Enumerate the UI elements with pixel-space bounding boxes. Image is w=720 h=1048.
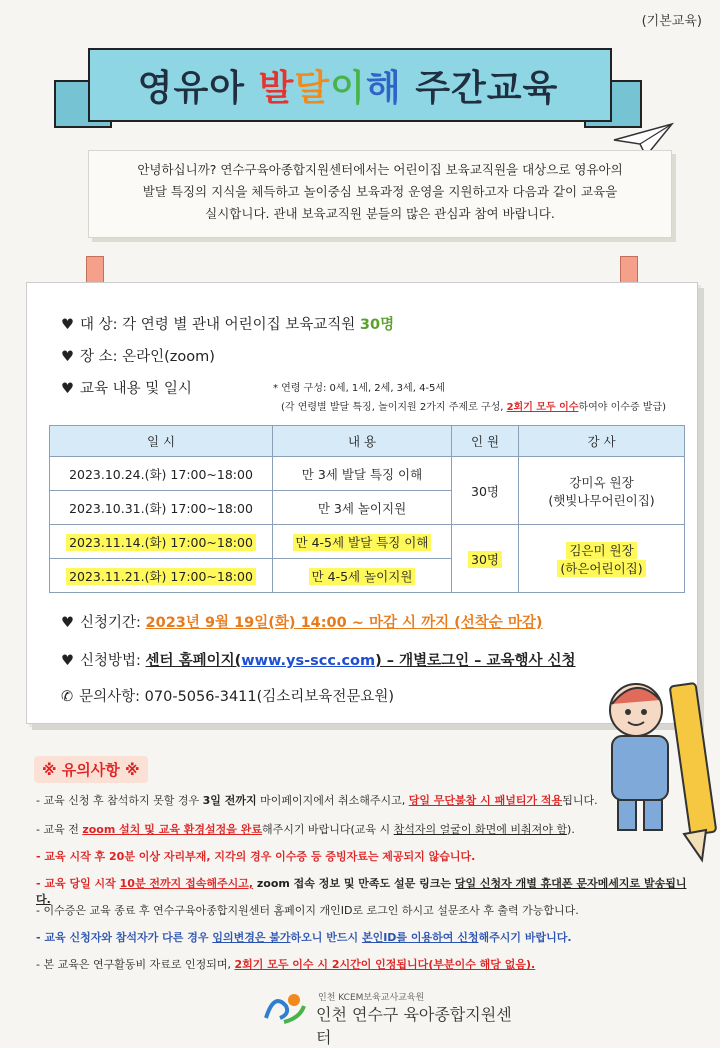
phone-icon: ✆ [61,689,74,705]
table-row [50,457,685,491]
title-part: 발 [258,68,295,109]
table-cell-teacher [519,525,685,593]
highlight-text: 2023.11.14.(화) 17:00~18:00 [66,534,256,551]
table-cell-count [452,525,519,593]
content-label: 교육 내용 및 일시 [80,381,192,397]
highlight-text: 30명 [468,551,502,568]
note-emphasis: 3일 전까지 [202,794,257,807]
table-cell-content [273,525,452,559]
method-text: 센터 홈페이지( [145,653,242,669]
table-header: 강 사 [519,426,685,457]
note-item [36,821,696,837]
note-emphasis: 2회기 모두 이수 [506,402,579,413]
heart-icon: ♥ [61,381,74,397]
table-cell-content: 만 3세 놀이지원 [273,491,452,525]
homepage-link[interactable]: www.ys-scc.com [241,653,376,669]
method-row [61,649,576,670]
intro-line: 안녕하십니까? 연수구육아종합지원센터에서는 어린이집 보육교직원을 대상으로 영유아의 [137,162,623,177]
place-row [61,345,215,366]
info-box [26,282,698,724]
heart-icon: ♥ [61,317,74,333]
table-header: 내 용 [273,426,452,457]
note-emphasis: 2회기 모두 이수 시 2시간이 인정됩니다(부분이수 해당 없음). [234,958,536,971]
note-item: - 이수증은 교육 종료 후 연수구육아종합지원센터 홈페이지 개인ID로 로그인 하시고 설문조사 후 출력 가능합니다. [36,904,579,917]
note-text: 해주시기 바랍니다. [478,931,572,944]
note-text: 됩니다. [562,794,598,807]
title-part: 해 [365,68,402,109]
intro-line: 실시합니다. 관내 보육교직원 분들의 많은 관심과 참여 바랍니다. [205,206,555,221]
note-emphasis: 본인ID를 이용하여 신청 [361,931,479,944]
content-row [61,377,192,398]
intro-line: 발달 특징의 지식을 체득하고 놀이중심 보육과정 운영을 지원하고자 다음과 같이 교육을 [142,184,618,199]
note-text: ). [567,823,575,836]
target-label: 대 상: 각 연령 별 관내 어린이집 보육교직원 [80,317,360,333]
period-value: 2023년 9월 19일(화) 14:00 ~ 마감 시 까지 (선착순 마감) [145,615,543,631]
target-count: 30명 [359,317,395,333]
note-emphasis: 참석자의 얼굴이 화면에 비춰져야 함 [393,823,568,836]
table-cell-date [50,559,273,593]
note-text: - 교육 전 [36,823,83,836]
note-item [36,956,696,972]
place-text: 장 소: 온라인(zoom) [80,349,215,365]
intro-box [88,150,672,238]
teacher-name: 김은미 원장 [566,542,636,559]
note-emphasis: 10분 전까지 접속해주시고, [119,877,254,890]
note-item [36,929,696,945]
table-row [50,525,685,559]
contact-row [61,685,394,706]
center-logo-icon [260,988,310,1028]
footer-subtitle: 인천 KCEM보육교사교육원 [318,993,425,1003]
table-cell-content: 만 3세 발달 특징 이해 [273,457,452,491]
table-cell-teacher [519,457,685,525]
notes-title: ※ 유의사항 ※ [34,756,148,783]
teacher-center: (하은어린이집) [557,560,645,577]
table-cell-date: 2023.10.24.(화) 17:00~18:00 [50,457,273,491]
note-emphasis: 당일 신청자 개별 휴대폰 문자메세지로 발송됩니다. [36,877,687,906]
heart-icon: ♥ [61,615,74,631]
title-part: 주간교육 [401,68,559,109]
heart-icon: ♥ [61,349,74,365]
note-item [36,792,696,808]
title-part: 이 [330,68,366,109]
note-text: 해주시기 바랍니다(교육 시 [261,823,394,836]
table-header: 일 시 [50,426,273,457]
table-cell-count: 30명 [452,457,519,525]
note-item: - 교육 시작 후 20분 이상 자리부재, 지각의 경우 이수증 등 증빙자료는 제공되지 않습니다. [36,850,476,863]
note-text: - 교육 신청 후 참석하지 못할 경우 [36,794,203,807]
footer-name: 인천 연수구 육아종합지원센터 [316,1005,512,1047]
teacher-center: (햇빛나무어린이집) [548,492,655,508]
highlight-text: 만 4-5세 발달 특징 이해 [293,534,432,551]
table-header: 인 원 [452,426,519,457]
table-cell-content [273,559,452,593]
period-row [61,611,543,632]
note-text: (각 연령별 발달 특징, 놀이지원 2가지 주제로 구성, [281,402,507,413]
note-text: 하오니 반드시 [290,931,362,944]
note-emphasis: 당일 무단불참 시 패널티가 적용 [408,794,563,807]
title-part: 달 [294,68,331,109]
title-part: 영유아 [137,68,259,109]
page-title [88,60,608,111]
period-label: 신청기간: [80,615,146,631]
target-row [61,313,394,334]
method-label: 신청방법: [80,653,146,669]
highlight-text: 만 4-5세 놀이지원 [309,568,416,585]
table-header-row [50,426,685,457]
contact-text: 문의사항: 070-5056-3411(김소리보육전문요원) [79,689,394,705]
footer-logo [260,988,520,1047]
category-tag: (기본교육) [641,14,702,29]
schedule-table [49,425,685,593]
note-text: 하여야 이수증 발급) [578,402,667,413]
note-emphasis: zoom 설치 및 교육 환경설정을 완료 [82,823,262,836]
age-note: * 연령 구성: 0세, 1세, 2세, 3세, 4-5세 [273,383,446,394]
note-text: zoom 접속 정보 및 만족도 설문 링크는 [253,877,455,890]
heart-icon: ♥ [61,653,74,669]
note-text: - 본 교육은 연구활동비 자료로 인정되며, [36,958,235,971]
completion-note [281,398,666,413]
method-text: ) – 개별로그인 – 교육행사 신청 [375,653,576,669]
teacher-name: 강미옥 원장 [569,474,634,490]
title-ribbon [88,40,608,126]
note-text: 마이페이지에서 취소해주시고, [256,794,409,807]
table-cell-date [50,525,273,559]
note-emphasis: 임의변경은 불가 [212,931,291,944]
note-text: - 교육 당일 시작 [36,877,120,890]
highlight-text: 2023.11.21.(화) 17:00~18:00 [66,568,256,585]
table-cell-date: 2023.10.31.(화) 17:00~18:00 [50,491,273,525]
note-text: - 교육 신청자와 참석자가 다른 경우 [36,931,213,944]
